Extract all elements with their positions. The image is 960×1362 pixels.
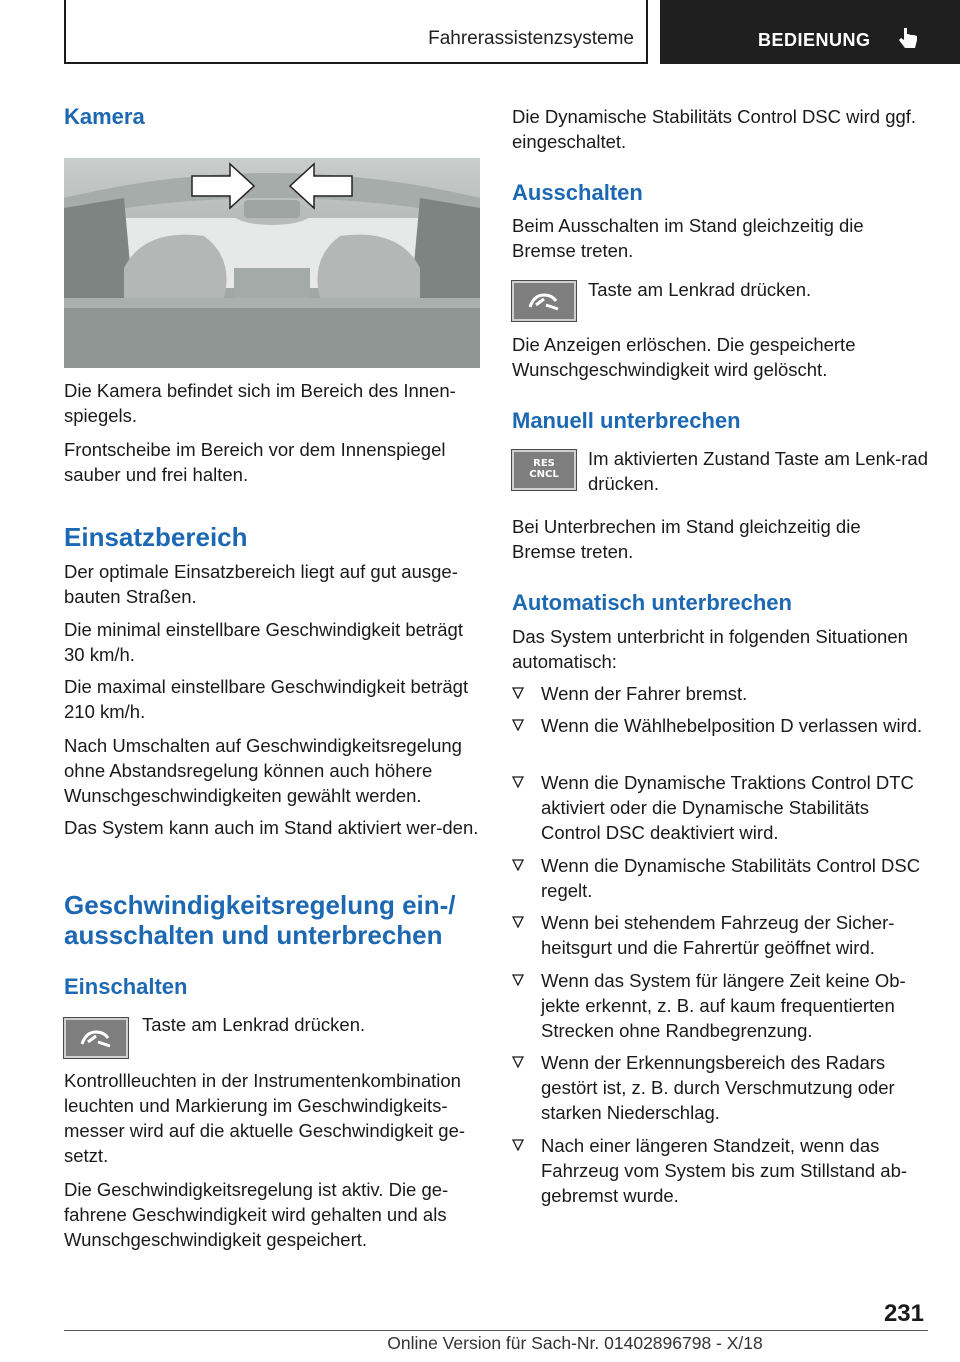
automatisch-para-1: Das System unterbricht in folgenden Situationen automatisch: — [512, 626, 908, 672]
camera-location-photo — [64, 158, 480, 368]
heading-geschwindigkeitsregelung-1: Geschwindigkeitsregelung ein-/ — [64, 890, 456, 920]
footer-text: Online Version für Sach-Nr. 01402896798 - X/18 — [387, 1333, 763, 1353]
header-section-title: Fahrerassistenzsysteme — [428, 28, 634, 49]
einsatz-para-4: Nach Umschalten auf Geschwindigkeitsregelung ohne Abstandsregelung können auch höhere Wunschgeschwindigkeiten gewählt werden. — [64, 735, 462, 806]
hand-pointer-icon — [896, 26, 920, 52]
triangle-bullet-icon — [512, 974, 524, 986]
cruise-control-icon — [514, 283, 574, 319]
page-number: 231 — [883, 1300, 924, 1327]
triangle-bullet-icon — [512, 859, 524, 871]
heading-automatisch-unterbrechen: Automatisch unterbrechen — [512, 590, 792, 615]
ausschalten-para-2: Die Anzeigen erlöschen. Die gespeicherte Wunschgeschwindigkeit wird gelöscht. — [512, 334, 856, 380]
kamera-para-1: Die Kamera befindet sich im Bereich des Innen-spiegels. — [64, 380, 456, 426]
triangle-bullet-icon — [512, 1056, 524, 1068]
heading-einsatzbereich: Einsatzbereich — [64, 522, 248, 552]
res-cncl-button-image — [512, 450, 576, 490]
triangle-bullet-icon — [512, 1139, 524, 1151]
cruise-control-button-image-off — [512, 281, 576, 321]
einsatz-para-5: Das System kann auch im Stand aktiviert wer-den. — [64, 817, 479, 838]
dsc-para: Die Dynamische Stabilitäts Control DSC wird ggf. eingeschaltet. — [512, 106, 917, 152]
triangle-bullet-icon — [512, 776, 524, 788]
einschalten-para-1: Kontrollleuchten in der Instrumentenkombination leuchten und Markierung im Geschwindigkeits-messer wird auf die aktuelle Geschwindigkeit ge-setzt. — [64, 1070, 466, 1166]
manuell-button-text: Im aktivierten Zustand Taste am Lenk-rad drücken. — [588, 448, 929, 494]
triangle-bullet-icon — [512, 916, 524, 928]
einsatz-para-1: Der optimale Einsatzbereich liegt auf gut ausge-bauten Straßen. — [64, 561, 458, 607]
cruise-control-button-image — [64, 1018, 128, 1058]
footer-divider — [64, 1330, 928, 1331]
einsatz-para-2: Die minimal einstellbare Geschwindigkeit beträgt 30 km/h. — [64, 619, 463, 665]
triangle-bullet-icon — [512, 719, 524, 731]
res-cncl-label: RES CNCL — [529, 458, 559, 480]
header-section-box — [64, 0, 648, 64]
kamera-para-2: Frontscheibe im Bereich vor dem Innenspiegel sauber und frei halten. — [64, 439, 446, 485]
heading-geschwindigkeitsregelung-2: ausschalten und unterbrechen — [64, 920, 443, 950]
heading-ausschalten: Ausschalten — [512, 180, 643, 205]
header-chapter-title: BEDIENUNG — [758, 30, 871, 50]
heading-manuell-unterbrechen: Manuell unterbrechen — [512, 408, 741, 433]
einschalten-button-text: Taste am Lenkrad drücken. — [142, 1014, 366, 1035]
ausschalten-para-1: Beim Ausschalten im Stand gleichzeitig die Bremse treten. — [512, 215, 864, 261]
cruise-control-icon — [66, 1020, 126, 1056]
triangle-bullet-icon — [512, 687, 524, 699]
header-chapter-box — [660, 0, 960, 64]
heading-kamera: Kamera — [64, 104, 145, 129]
heading-einschalten: Einschalten — [64, 974, 188, 999]
ausschalten-button-text: Taste am Lenkrad drücken. — [588, 279, 812, 300]
einschalten-para-2: Die Geschwindigkeitsregelung ist aktiv. Die ge-fahrene Geschwindigkeit wird gehalten und als Wunschgeschwindigkeit gespeichert. — [64, 1179, 449, 1250]
manuell-para-1: Bei Unterbrechen im Stand gleichzeitig die Bremse treten. — [512, 516, 861, 562]
einsatz-para-3: Die maximal einstellbare Geschwindigkeit beträgt 210 km/h. — [64, 676, 469, 722]
